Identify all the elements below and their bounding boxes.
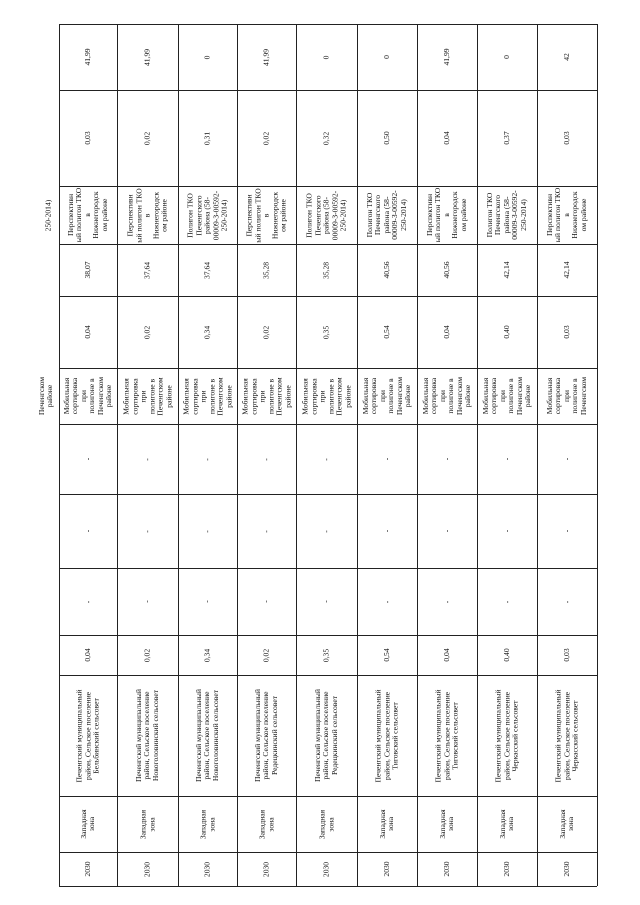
cell-v1: 0,40 bbox=[501, 325, 511, 339]
cell-d1: - bbox=[321, 600, 331, 603]
cell-dest: Перспективн ый полигон ТКО в Нижнегородск ом районе bbox=[65, 187, 109, 243]
cell-zone: Западная зона bbox=[377, 809, 395, 839]
cell-year: 2030 bbox=[561, 861, 571, 877]
cell-facility: Мобильная сортировка при полигоне в Печенгском районе bbox=[480, 376, 532, 416]
cell-v1: 0,03 bbox=[561, 325, 571, 339]
cell-d2: - bbox=[561, 529, 571, 533]
cell-dest: Перспективн ый полигон ТКО в Нижнегородск ом районе bbox=[424, 187, 468, 243]
cell-v4: 41,99 bbox=[142, 48, 152, 66]
cell-v3: 0,04 bbox=[441, 131, 451, 145]
cell-v2: 37,64 bbox=[202, 261, 212, 279]
cell-d3: - bbox=[202, 457, 212, 461]
cell-d2: - bbox=[202, 529, 212, 533]
cell-v2: 35,28 bbox=[321, 261, 331, 279]
cell-zone: Западная зона bbox=[78, 809, 96, 839]
cell-d3: - bbox=[561, 457, 571, 461]
cell-d2: - bbox=[501, 529, 511, 533]
cell-zone: Западная зона bbox=[497, 809, 515, 839]
cell-v2: 38,07 bbox=[82, 261, 92, 279]
cell-facility: Мобильная сортировка при полигоне в Печенгском районе bbox=[300, 376, 352, 416]
cell-dest: Полигон ТКО Печенгского района (58- 00009-З-00592- 250-2014) bbox=[364, 190, 408, 240]
cell-zone: Западная зона bbox=[437, 809, 455, 839]
cell-d1: - bbox=[142, 600, 152, 603]
cell-v3: 0,37 bbox=[501, 131, 511, 145]
cell-facility: Мобильная сортировка при полигоне в Печенгском районе bbox=[240, 376, 292, 416]
cell-territory: Печенгский муниципальный район, Сельское поселение Новоголовинский сельсовет bbox=[193, 689, 220, 782]
cell-v1: 0,02 bbox=[261, 325, 271, 339]
cell-dest: Перспективн ый полигон ТКО в Нижнегородск ом районе bbox=[544, 187, 588, 243]
cell-m1: 0,54 bbox=[381, 648, 391, 662]
cell-v2: 35,28 bbox=[261, 261, 271, 279]
cell-facility: Мобильная сортировка при полигоне в Печенгском bbox=[544, 376, 588, 416]
cell-v1: 0,04 bbox=[441, 325, 451, 339]
cell-territory: Печенгский муниципальный район, Сельское поселение Редецкинский сельсовет bbox=[252, 689, 279, 782]
cell-v4: 42 bbox=[561, 53, 571, 61]
cell-year: 2030 bbox=[321, 861, 331, 877]
cell-facility: Мобильная сортировка при полигоне в Печенгском районе bbox=[61, 376, 113, 416]
cell-v3: 0,50 bbox=[381, 131, 391, 145]
cell-v2: 40,56 bbox=[441, 261, 451, 279]
cell-d1: - bbox=[82, 600, 92, 603]
cell-facility: Мобильная сортировка при полигоне в Печенгском районе bbox=[121, 376, 173, 416]
cell-year: 2030 bbox=[142, 861, 152, 877]
cell-d1: - bbox=[381, 600, 391, 603]
cell-v1: 0,54 bbox=[381, 325, 391, 339]
cell-facility: Мобильная сортировка при полигоне в Печенгском районе bbox=[181, 376, 233, 416]
cell-v1: 0,02 bbox=[142, 325, 152, 339]
cell-v3: 0,02 bbox=[261, 131, 271, 145]
cell-v2: 37,64 bbox=[142, 261, 152, 279]
cell-m1: 0,34 bbox=[202, 648, 212, 662]
cell-facility: Мобильная сортировка при полигоне в Печенгском районе bbox=[420, 376, 472, 416]
cell-v4: 41,99 bbox=[441, 48, 451, 66]
cell-territory: Печенгский муниципальный район, Сельское поселение Тиговский сельсовет bbox=[373, 689, 400, 782]
cell-v4: 0 bbox=[381, 55, 391, 59]
cell-d3: - bbox=[381, 457, 391, 461]
cell-territory: Печенгский муниципальный район, Сельское поселение Черкасский сельсовет bbox=[493, 689, 520, 782]
cell-d3: - bbox=[261, 457, 271, 461]
cell-territory: Печенгский муниципальный район, Сельское поселение Тиговский сельсовет bbox=[433, 689, 460, 782]
cell-territory: Печенгский муниципальный район, Сельское поселение Новоголовинский сельсовет bbox=[133, 689, 160, 782]
cell-m1: 0,40 bbox=[501, 648, 511, 662]
cell-dest: Перспективн ый полигон ТКО в Нижнегородск ом районе bbox=[244, 187, 288, 243]
cell-v1: 0,04 bbox=[82, 325, 92, 339]
cell-v2: 40,56 bbox=[381, 261, 391, 279]
cell-v3: 0,03 bbox=[82, 131, 92, 145]
cell-v4: 0 bbox=[321, 55, 331, 59]
cell-d1: - bbox=[501, 600, 511, 603]
cell-d1: - bbox=[561, 600, 571, 603]
cell-d2: - bbox=[261, 529, 271, 533]
cell-zone: Западная зона bbox=[557, 809, 575, 839]
cell-m1: 0,04 bbox=[441, 648, 451, 662]
cell-year: 2030 bbox=[82, 861, 92, 877]
cell-d3: - bbox=[441, 457, 451, 461]
cell-facility: Мобильная сортировка при полигоне в Печенгском районе bbox=[360, 376, 412, 416]
cell-m1: 0,04 bbox=[82, 648, 92, 662]
cell-dest: Полигон ТКО Печенгского района (58- 00009-З-00592- 250-2014) bbox=[484, 190, 528, 240]
cell-d1: - bbox=[441, 600, 451, 603]
cell-zone: Западная зона bbox=[198, 809, 216, 839]
cell-m1: 0,02 bbox=[261, 648, 271, 662]
cell-territory: Печенгский муниципальный район, Сельское поселение Бельбинский сельсовет bbox=[74, 689, 101, 782]
cell-v1: 0,34 bbox=[202, 325, 212, 339]
cell-dest: Полигон ТКО Печенгского района (58- 00009-З-00592- 250-2014) bbox=[304, 190, 348, 240]
cell-territory: Печенгский муниципальный район, Сельское поселение Редецкинский сельсовет bbox=[312, 689, 339, 782]
cell-dest: Полигон ТКО Печенгского района (58- 00009-З-00592- 250-2014) bbox=[185, 190, 229, 240]
cell-v3: 0,31 bbox=[202, 131, 212, 145]
cell-d1: - bbox=[202, 600, 212, 603]
cell-v1: 0,35 bbox=[321, 325, 331, 339]
cell-year: 2030 bbox=[441, 861, 451, 877]
cell-v2: 42,14 bbox=[561, 261, 571, 279]
cell-d1: - bbox=[261, 600, 271, 603]
cell-v4: 0 bbox=[202, 55, 212, 59]
cell-territory: Печенгский муниципальный район, Сельское поселение Черкасский сельсовет bbox=[553, 689, 580, 782]
cell-m1: 0,02 bbox=[142, 648, 152, 662]
cell-d2: - bbox=[441, 529, 451, 533]
cell-year: 2030 bbox=[202, 861, 212, 877]
cell-m1: 0,03 bbox=[561, 648, 571, 662]
cell-v4: 0 bbox=[501, 55, 511, 59]
cell-v4: 41,99 bbox=[82, 48, 92, 66]
cell-d2: - bbox=[142, 529, 152, 533]
cell-d3: - bbox=[501, 457, 511, 461]
cell-d2: - bbox=[321, 529, 331, 533]
cell-v4: 41,99 bbox=[261, 48, 271, 66]
cell-zone: Западная зона bbox=[138, 809, 156, 839]
cell-year: 2030 bbox=[381, 861, 391, 877]
cell-d3: - bbox=[321, 457, 331, 461]
cell-zone: Западная зона bbox=[317, 809, 335, 839]
cell-zone: Западная зона bbox=[257, 809, 275, 839]
cell-v3: 0,02 bbox=[142, 131, 152, 145]
overflow-dest-text: 250-2014) bbox=[43, 199, 53, 231]
cell-v2: 42,14 bbox=[501, 261, 511, 279]
overflow-facility-text: Печенгском районе bbox=[36, 376, 54, 416]
cell-year: 2030 bbox=[261, 861, 271, 877]
cell-d2: - bbox=[82, 529, 92, 533]
cell-d2: - bbox=[381, 529, 391, 533]
cell-year: 2030 bbox=[501, 861, 511, 877]
cell-v3: 0,03 bbox=[561, 131, 571, 145]
cell-v3: 0,32 bbox=[321, 131, 331, 145]
cell-m1: 0,35 bbox=[321, 648, 331, 662]
cell-d3: - bbox=[142, 457, 152, 461]
cell-dest: Перспективн ый полигон ТКО в Нижнегородск ом районе bbox=[125, 187, 169, 243]
cell-d3: - bbox=[82, 457, 92, 461]
